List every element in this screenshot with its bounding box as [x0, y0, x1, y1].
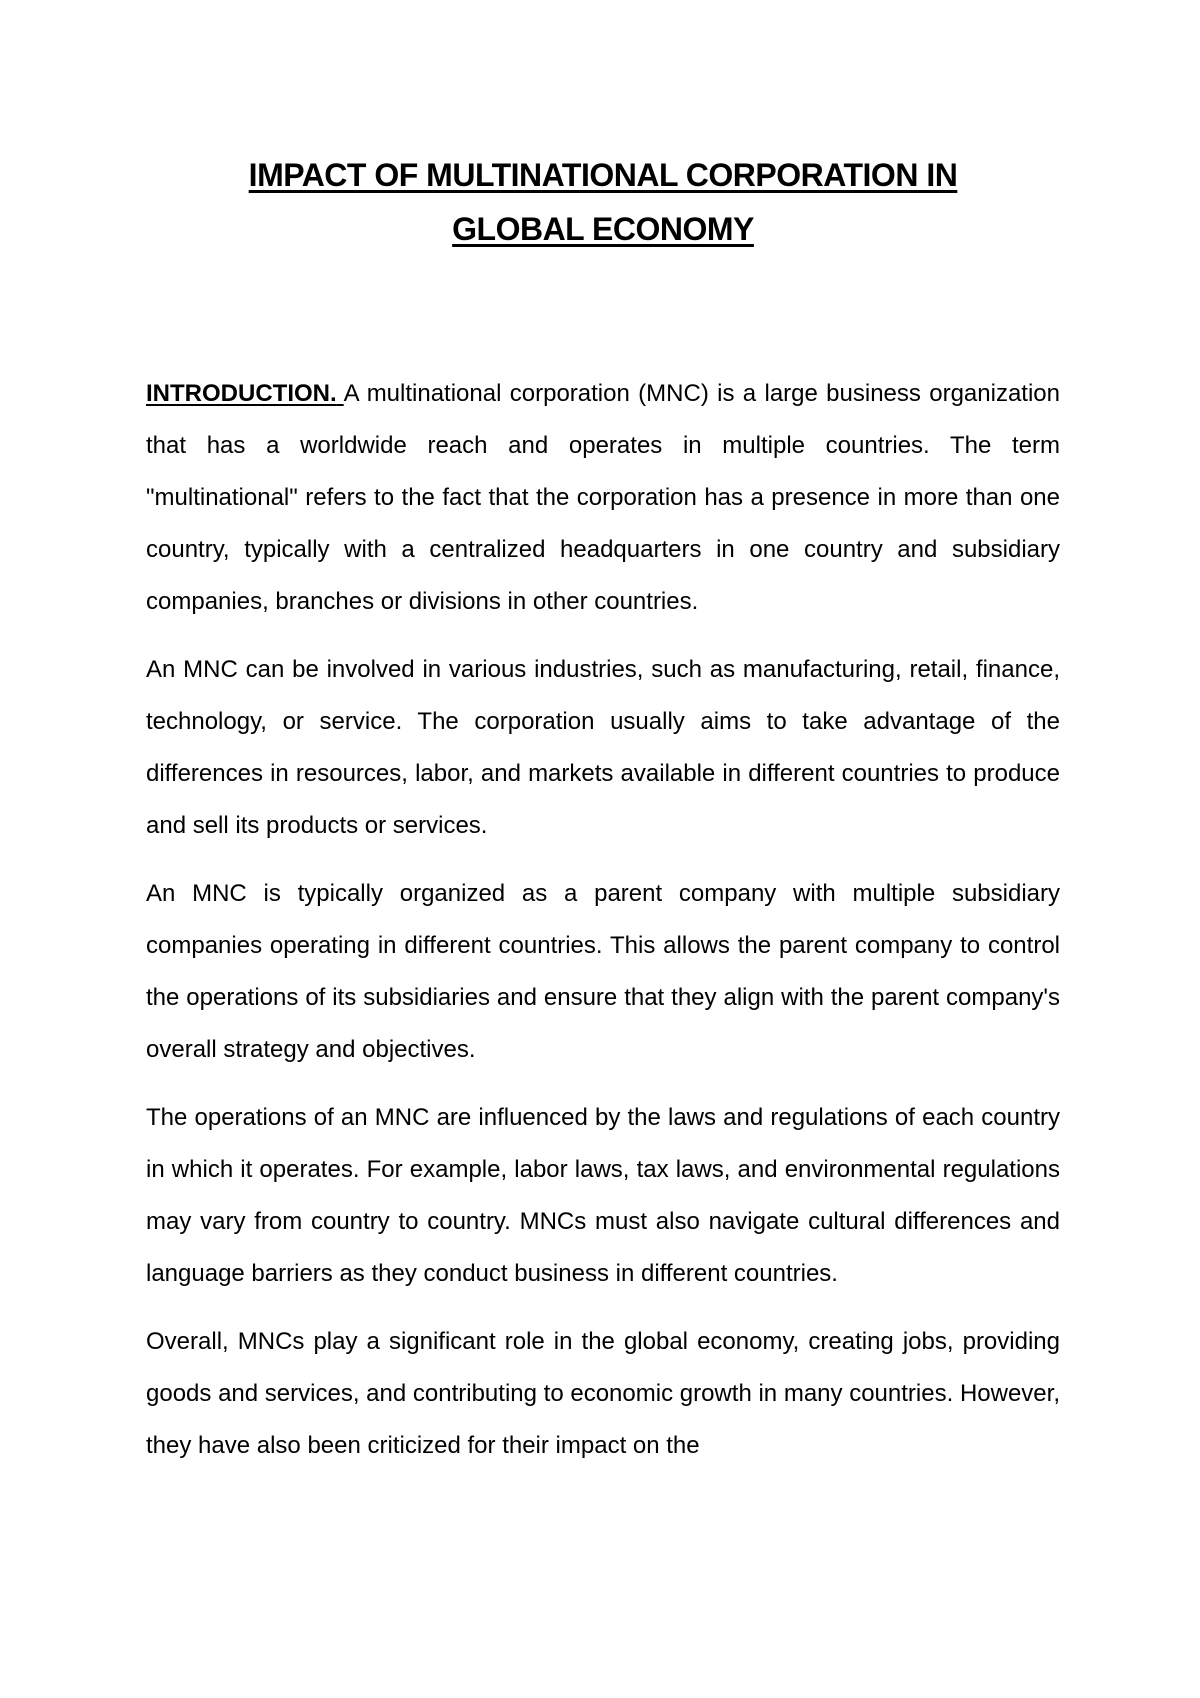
paragraph-introduction	[146, 368, 1060, 628]
title-line-1: IMPACT OF MULTINATIONAL CORPORATION IN	[248, 157, 958, 193]
paragraph-overall: Overall, MNCs play a significant role in the global economy, creating jobs, providing goods and services, and contributing to economic growth in many countries. However, they have also been criticized for their impact on the	[146, 1328, 1060, 1459]
introduction-label: INTRODUCTION.	[146, 380, 337, 407]
document-body	[146, 368, 1060, 1488]
document-title	[146, 148, 1060, 256]
paragraph-text: A multinational corporation (MNC) is a large business organization that has a worldwide reach and operates in multiple countries. The term "multinational" refers to the fact that the corporation has a presence in more than one country, typically with a centralized headquarters in one country and subsidiary companies, branches or divisions in other countries.	[146, 380, 1060, 615]
paragraph-industries: An MNC can be involved in various industries, such as manufacturing, retail, finance, technology, or service. The corporation usually aims to take advantage of the differences in resources, labor, and markets available in different countries to produce and sell its products or services.	[146, 656, 1060, 839]
title-line-2: GLOBAL ECONOMY	[452, 211, 754, 247]
paragraph-regulations: The operations of an MNC are influenced by the laws and regulations of each country in which it operates. For example, labor laws, tax laws, and environmental regulations may vary from country to country. MNCs must also navigate cultural differences and language barriers as they conduct business in different countries.	[146, 1104, 1060, 1287]
paragraph-organization: An MNC is typically organized as a parent company with multiple subsidiary companies operating in different countries. This allows the parent company to control the operations of its subsidiaries and ensure that they align with the parent company's overall strategy and objectives.	[146, 880, 1060, 1063]
